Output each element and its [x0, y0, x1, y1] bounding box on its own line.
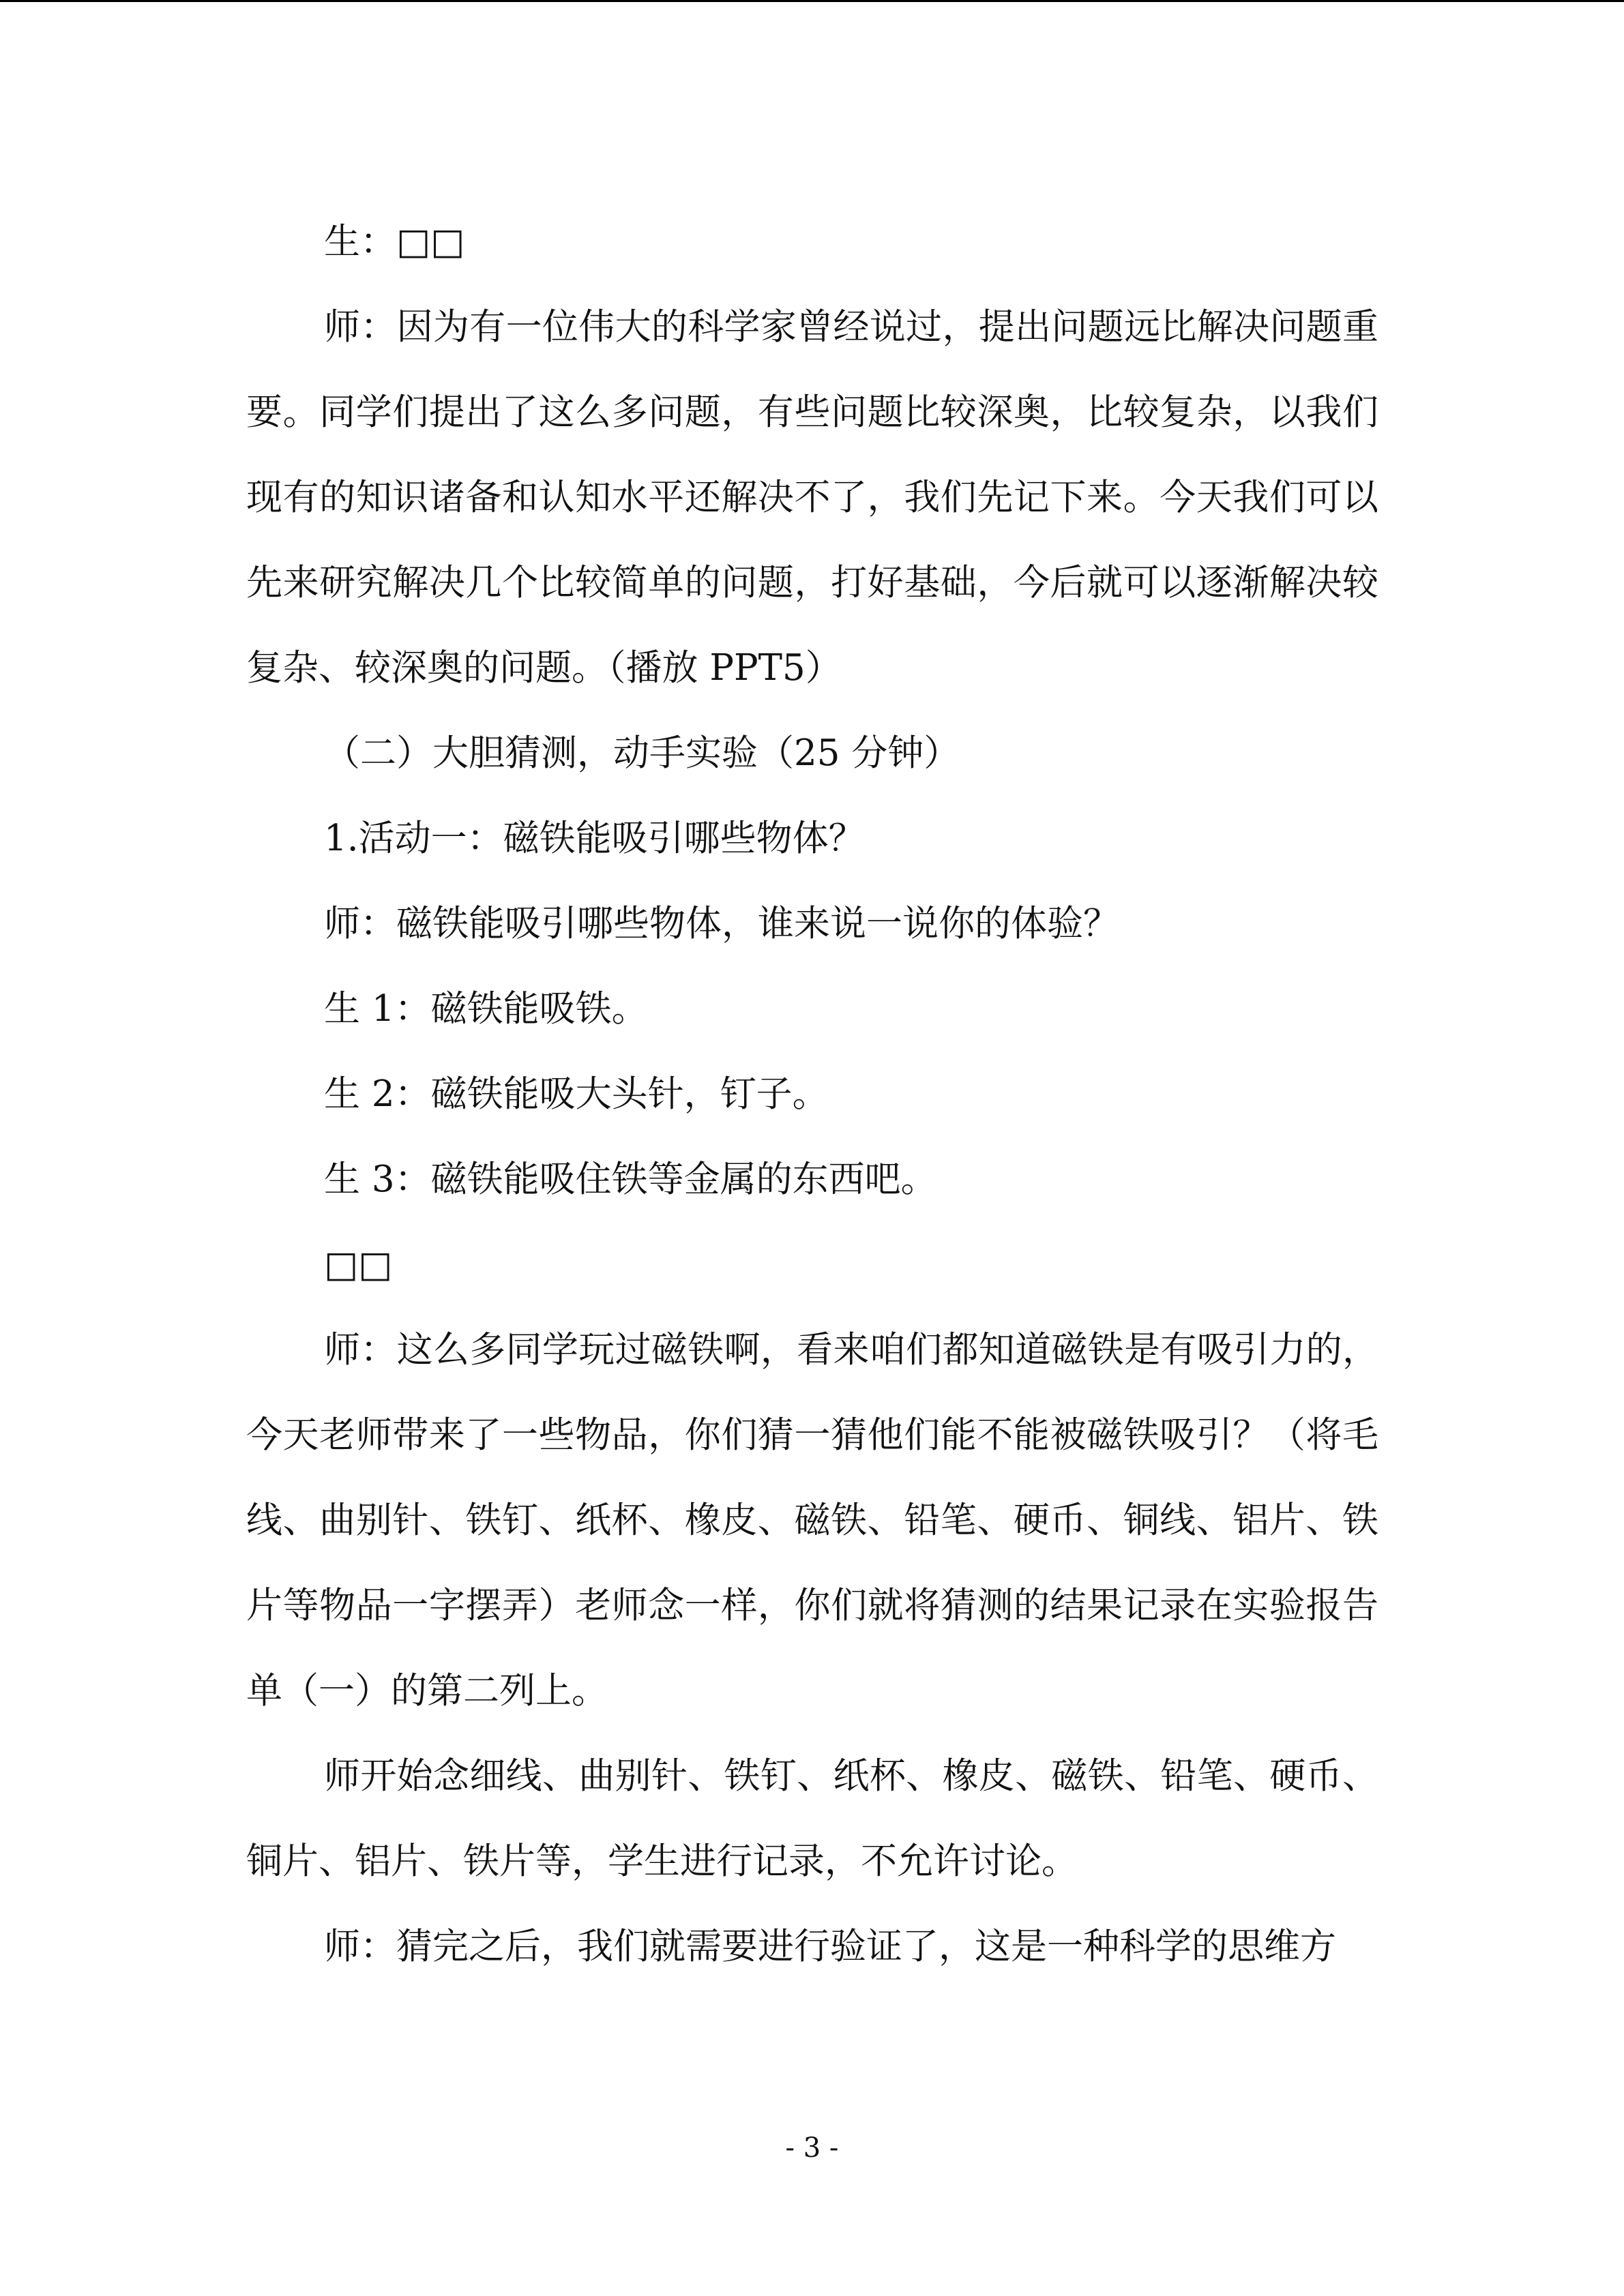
paragraph-teacher-reads: 师开始念细线、曲别针、铁钉、纸杯、橡皮、磁铁、铅笔、硬币、铜片、铝片、铁片等，学生进行记录，不允许讨论。	[246, 1755, 1378, 1882]
paragraph-student-reply: 生：□□	[324, 221, 465, 263]
paragraph-student-2: 生 2：磁铁能吸大头针，钉子。	[324, 1073, 829, 1115]
top-border-line	[0, 0, 1624, 2]
document-body	[246, 199, 1378, 1989]
section-heading-guess-experiment: （二）大胆猜测，动手实验（25 分钟）	[324, 732, 960, 774]
paragraph-teacher-question: 师：磁铁能吸引哪些物体，谁来说一说你的体验？	[324, 903, 1119, 944]
paragraph-teacher-verify: 师：猜完之后，我们就需要进行验证了，这是一种科学的思维方	[324, 1926, 1336, 1967]
paragraph-student-1: 生 1：磁铁能吸铁。	[324, 988, 648, 1030]
paragraph-placeholder: □□	[324, 1244, 393, 1285]
paragraph-teacher-objects: 师：这么多同学玩过磁铁啊，看来咱们都知道磁铁是有吸引力的，今天老师带来了一些物品，你们猜一猜他们能不能被磁铁吸引？（将毛线、曲别针、铁钉、纸杯、橡皮、磁铁、铅笔、硬币、铜线、铝片、铁片等物品一字摆弄）老师念一样，你们就将猜测的结果记录在实验报告单（一）的第二列上。	[246, 1329, 1378, 1712]
activity-heading-1: 1.活动一：磁铁能吸引哪些物体？	[324, 818, 865, 859]
paragraph-teacher-intro: 师：因为有一位伟大的科学家曾经说过，提出问题远比解决问题重要。同学们提出了这么多问题，有些问题比较深奥，比较复杂，以我们现有的知识诸备和认知水平还解决不了，我们先记下来。今天我们可以先来研究解决几个比较简单的问题，打好基础，今后就可以逐渐解决较复杂、较深奥的问题。（播放 PPT5）	[246, 306, 1378, 689]
paragraph-student-3: 生 3：磁铁能吸住铁等金属的东西吧。	[324, 1159, 937, 1200]
page-number: - 3 -	[785, 2132, 839, 2164]
